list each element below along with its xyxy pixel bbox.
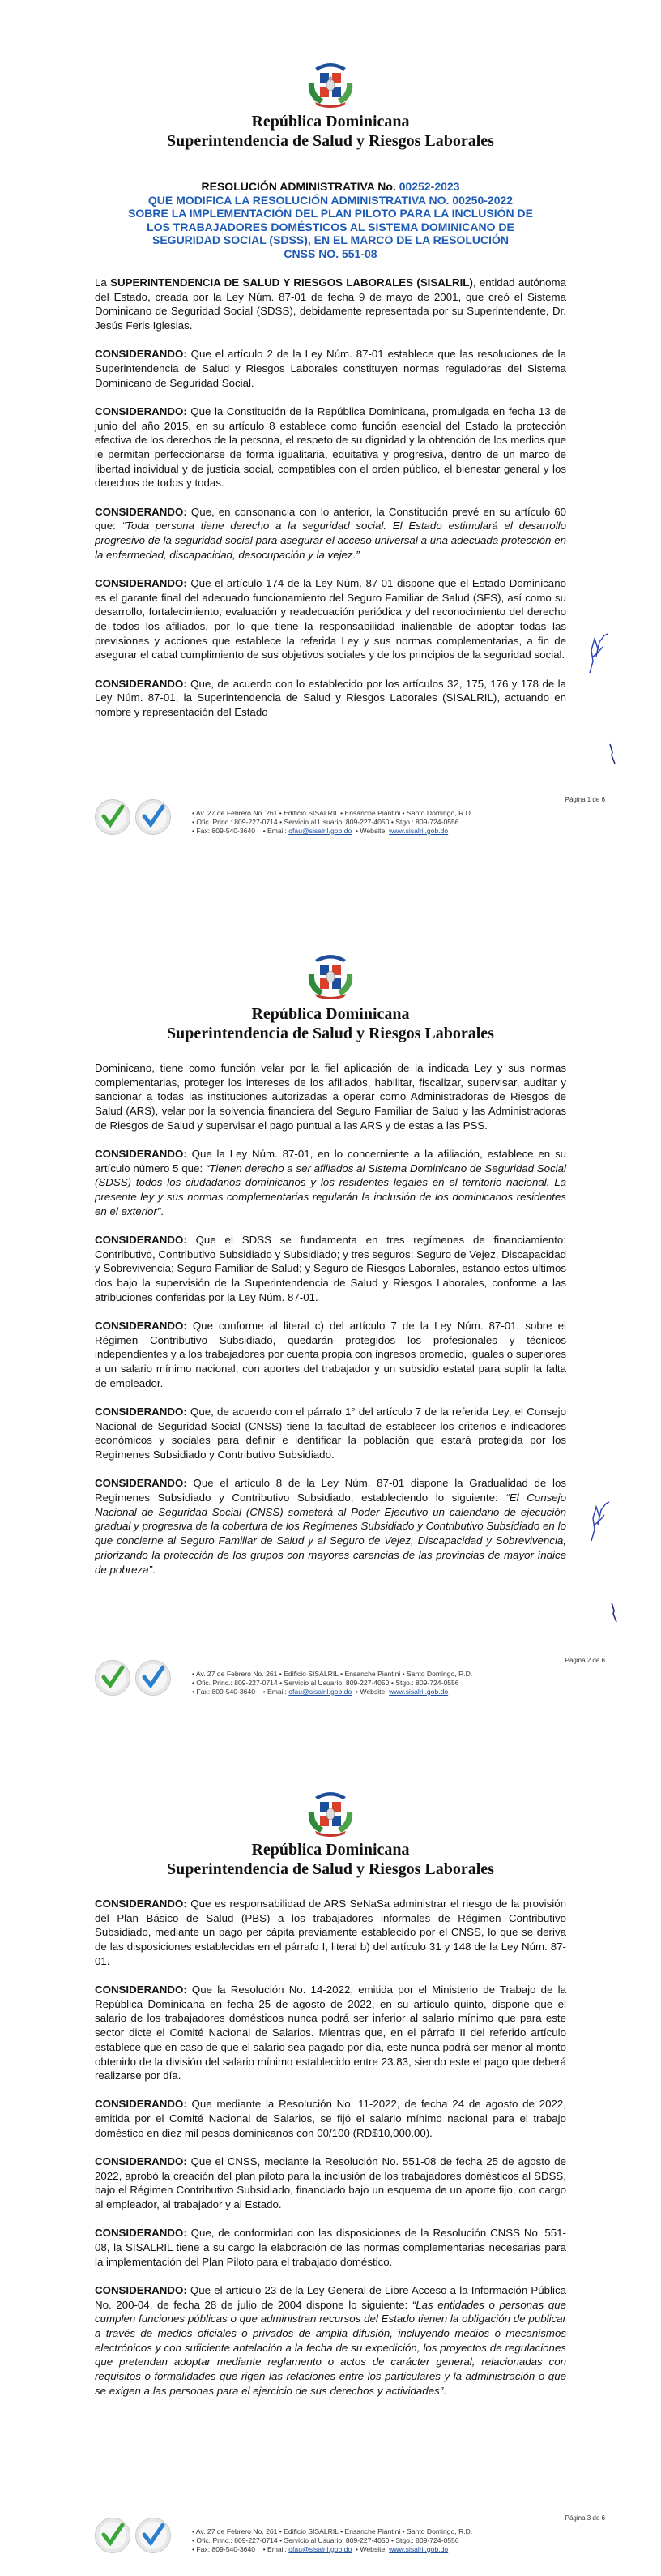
country-name: República Dominicana bbox=[251, 1841, 410, 1859]
page-body bbox=[95, 1897, 566, 2412]
iso-9001-seal bbox=[95, 1660, 130, 1696]
page-3 bbox=[0, 1717, 661, 2576]
paragraph-text: Que, de acuerdo con lo establecido por los artículos 32, 175, 176 y 178 de la Ley Núm. 87-01, la Superintendencia de Salud y Riesgos Laborales (SISALRIL), actuando en nombre y representación del Estado bbox=[95, 677, 566, 719]
considerando-paragraph bbox=[95, 2226, 566, 2269]
paragraph-bold: CONSIDERANDO: bbox=[95, 1320, 187, 1333]
paragraph-text: , entidad autónoma del Estado, creada por la Ley Núm. 87-01 de fecha 9 de mayo de 2001, que creó el Sistema Dominicano de Seguridad Social (SDSS), debidamente representada por su Superintendente, Dr. Jesús Feris Iglesias. bbox=[95, 276, 566, 332]
paragraph-text: Que el artículo 8 de la Ley Núm. 87-01 dispone la Gradualidad de los Regímenes Subsidiado y Contributivo Subsidiado, estableciendo lo siguiente: bbox=[95, 1477, 566, 1504]
paragraph-quote: “El Consejo Nacional de Seguridad Social (CNSS) someterá al Poder Ejecutivo un calendario de ejecución gradual y progresiva de la cobertura de los Regímenes Subsidiado y Contributivo Subsidiado en lo que concierne al Seguro Familiar de Salud y al Seguro de Vejez, Discapacidad y Sobrevivencia, priorizando la protección de los grupos con mayores carencias de las provincias de mayor índice de pobreza” bbox=[95, 1491, 566, 1576]
paragraph-bold: CONSIDERANDO: bbox=[95, 1234, 187, 1247]
website-link[interactable]: www.sisalril.gob.do bbox=[389, 1688, 449, 1696]
coat-of-arms-icon bbox=[305, 1787, 356, 1838]
paragraph-text: Que el artículo 23 de la Ley General de Libre Acceso a la Información Pública No. 200-04, de fecha 28 de julio de 2004 dispone lo siguiente: bbox=[95, 2283, 566, 2311]
page-footer bbox=[95, 1657, 605, 1707]
letterhead bbox=[0, 1004, 661, 1044]
page-body bbox=[95, 276, 566, 734]
considerando-paragraph bbox=[95, 677, 566, 720]
footer-address: • Av. 27 de Febrero No. 261 • Edificio SISALRIL • Ensanche Piantini • Santo Domingo, R.D. bbox=[192, 809, 473, 817]
considerando-paragraph bbox=[95, 2283, 566, 2398]
footer-fax: • Fax: 809-540-3640 bbox=[192, 1688, 256, 1696]
email-label: • Email: bbox=[262, 2545, 287, 2553]
resolution-label: RESOLUCIÓN ADMINISTRATIVA No. bbox=[201, 180, 396, 193]
contact-info bbox=[192, 2527, 472, 2554]
considerando-paragraph bbox=[95, 347, 566, 390]
iso-27001-seal bbox=[135, 1660, 171, 1696]
paragraph-quote: “Las entidades o personas que cumplen funciones públicas o que administran recursos del Estado tienen la obligación de publicar a través de medios oficiales o privados de amplia difusión, incluyendo medios o mecanismos electrónicos y con suficiente antelación a la fecha de su expedición, los proyectos de regulaciones que pretendan adoptar mediante reglamento o actos de carácter general, relacionadas con requisitos o formalidades que rigen las relaciones entre los particulares y la administración o que se exigen a las personas para el ejercicio de sus derechos y actividades” bbox=[95, 2298, 566, 2397]
considerando-paragraph bbox=[95, 505, 566, 563]
paragraph-bold: CONSIDERANDO: bbox=[95, 348, 187, 361]
paragraph-bold: CONSIDERANDO: bbox=[95, 2283, 187, 2296]
website-link[interactable]: www.sisalril.gob.do bbox=[389, 827, 449, 835]
paragraph-bold: CONSIDERANDO: bbox=[95, 1477, 187, 1490]
country-name: República Dominicana bbox=[251, 1005, 410, 1023]
paragraph-bold: CONSIDERANDO: bbox=[95, 2155, 187, 2168]
paragraph-text: Que el SDSS se fundamenta en tres regímenes de financiamiento: Contributivo, Contributivo Subsidiado y Subsidiado; y tres seguros: Seguro de Vejez, Discapacidad y Sobrevivencia; Seguro Familiar de Salud; y Seguro de Riesgos Laborales, estando estos últimos dos bajo la supervisión de la Superintendencia de Salud y Riesgos Laborales, conforme a las atribuciones conferidas por la Ley Núm. 87-01. bbox=[95, 1234, 566, 1303]
country-name: República Dominicana bbox=[251, 113, 410, 131]
paragraph-text: Que, de conformidad con las disposiciones de la Resolución CNSS No. 551-08, la SISALRIL tiene a su cargo la elaboración de las normas complementarias necesarias para la implementación del Plan Piloto para el trabajado doméstico. bbox=[95, 2227, 566, 2268]
paragraph-bold: CONSIDERANDO: bbox=[95, 1898, 187, 1910]
paragraph-lead: La bbox=[95, 276, 111, 289]
letterhead bbox=[0, 1840, 661, 1880]
paragraph-bold: CONSIDERANDO: bbox=[95, 505, 187, 518]
paragraph-text: Que la Ley Núm. 87-01, en lo concerniente a la afiliación, establece en su artículo número 5 que: bbox=[95, 1148, 566, 1175]
page-number: Página 1 de 6 bbox=[565, 796, 605, 803]
paragraph-bold: CONSIDERANDO: bbox=[95, 2098, 187, 2111]
green-checkmark-icon bbox=[100, 1664, 126, 1690]
paragraph-quote: “Tienen derecho a ser afiliados al Sistema Dominicano de Seguridad Social (SDSS) todos los ciudadanos dominicanos y los residentes legales en el territorio nacional. La presente ley y sus normas complementarias regularán la inclusión de los dominicanos residentes en el exterior” bbox=[95, 1162, 566, 1217]
initials-mark bbox=[608, 742, 617, 765]
website-link[interactable]: www.sisalril.gob.do bbox=[389, 2545, 449, 2553]
footer-address: • Av. 27 de Febrero No. 261 • Edificio SISALRIL • Ensanche Piantini • Santo Domingo, R.D. bbox=[192, 2527, 473, 2535]
coat-of-arms-icon bbox=[305, 58, 356, 109]
considerando-paragraph bbox=[95, 1147, 566, 1219]
website-label: • Website: bbox=[356, 2545, 387, 2553]
paragraph-text: Que el artículo 174 de la Ley Núm. 87-01 dispone que el Estado Dominicano es el garante final del adecuado funcionamiento del Seguro Familiar de Salud (SFS), así como su desarrollo, fortalecimiento, evaluación y readecuación periódica y del reconocimiento del derecho de todos los afiliados, por lo que tiene la responsabilidad inalienable de adoptar todas las previsiones y acciones que establece la referida Ley y sus normas complementarias, a fin de asegurar el cabal cumplimiento de sus objetivos sociales y de los principios de la seguridad social. bbox=[95, 576, 566, 661]
contact-info bbox=[192, 1670, 472, 1697]
paragraph-bold: CONSIDERANDO: bbox=[95, 1148, 187, 1161]
considerando-paragraph bbox=[95, 2097, 566, 2140]
considerando-paragraph bbox=[95, 1233, 566, 1305]
email-link[interactable]: ofau@sisalril.gob.do bbox=[288, 1688, 352, 1696]
considerando-paragraph bbox=[95, 404, 566, 490]
paragraph-text: Dominicano, tiene como función velar por la fiel aplicación de la indicada Ley y sus normas complementarias, proteger los intereses de los afiliados, habilitar, fiscalizar, supervisar, auditar y sancionar a todas las instituciones autorizadas a operar como Administradoras de Riesgos de Salud (ARS), velar por la solvencia financiera del Seguro Familiar de Salud y las Administradoras de Riesgos de Salud y supervisar el pago puntual a las ARS y de estas a las PSS. bbox=[95, 1062, 566, 1132]
website-label: • Website: bbox=[356, 1688, 387, 1696]
coat-of-arms-icon bbox=[305, 950, 356, 1000]
iso-27001-seal bbox=[135, 2518, 171, 2553]
footer-fax: • Fax: 809-540-3640 bbox=[192, 2545, 256, 2553]
page-2 bbox=[0, 858, 661, 1717]
paragraph-text: Que, de acuerdo con el párrafo 1° del artículo 7 de la referida Ley, el Consejo Nacional de Seguridad Social (CNSS) tiene la facultad de establecer los criterios e indicadores económicos y sociales para definir e identificar la población que estará protegida por los Regímenes Subsidiado y Contributivo Subsidiado. bbox=[95, 1406, 566, 1461]
paragraph-bold: CONSIDERANDO: bbox=[95, 1406, 187, 1419]
page-number: Página 3 de 6 bbox=[565, 2514, 605, 2522]
considerando-paragraph bbox=[95, 1405, 566, 1462]
blue-checkmark-icon bbox=[140, 2522, 166, 2548]
considerando-paragraph bbox=[95, 1476, 566, 1577]
considerando-paragraph bbox=[95, 1061, 566, 1133]
paragraph-tail: . bbox=[151, 1563, 156, 1576]
resolution-number: 00252-2023 bbox=[399, 180, 460, 193]
page-footer bbox=[95, 2514, 605, 2565]
paragraph-bold: CONSIDERANDO: bbox=[95, 1983, 187, 1996]
institution-name: Superintendencia de Salud y Riesgos Laborales bbox=[167, 1860, 494, 1878]
considerando-paragraph bbox=[95, 1983, 566, 2083]
email-link[interactable]: ofau@sisalril.gob.do bbox=[288, 827, 352, 835]
considerando-paragraph bbox=[95, 1897, 566, 1969]
page-1 bbox=[0, 0, 661, 858]
paragraph-bold: CONSIDERANDO: bbox=[95, 404, 187, 417]
considerando-paragraph bbox=[95, 2155, 566, 2212]
paragraph-text: Que el CNSS, mediante la Resolución No. 551-08 de fecha 25 de agosto de 2022, aprobó la creación del plan piloto para la inclusión de los trabajadores domésticos al SDSS, bajo el Régimen Contributivo Subsidiado, financiado bajo un esquema de un aporte fijo, con cargo al empleador, al trabajador y al Estado. bbox=[95, 2155, 566, 2211]
resolution-subtitle-line: SOBRE LA IMPLEMENTACIÓN DEL PLAN PILOTO PARA LA INCLUSIÓN DE bbox=[128, 207, 533, 220]
page-number: Página 2 de 6 bbox=[565, 1657, 605, 1664]
paragraph-quote: “Toda persona tiene derecho a la seguridad social. El Estado estimulará el desarrollo progresivo de la seguridad social para asegurar el acceso universal a una adecuada protección en la enfermedad, discapacidad, desocupación y la vejez.” bbox=[95, 520, 566, 561]
considerando-paragraph bbox=[95, 1319, 566, 1391]
paragraph-bold: CONSIDERANDO: bbox=[95, 677, 187, 690]
iso-9001-seal bbox=[95, 799, 130, 835]
email-label: • Email: bbox=[262, 827, 287, 835]
paragraph-bold: SUPERINTENDENCIA DE SALUD Y RIESGOS LABORALES (SISALRIL) bbox=[110, 276, 473, 289]
page-body bbox=[95, 1061, 566, 1591]
resolution-subtitle-line: LOS TRABAJADORES DOMÉSTICOS AL SISTEMA DOMINICANO DE bbox=[147, 220, 514, 233]
paragraph-text: Que, en consonancia con lo anterior, la Constitución prevé en su artículo 60 que: bbox=[95, 505, 566, 533]
paragraph-text: Que es responsabilidad de ARS SeNaSa administrar el riesgo de la provisión del Plan Básico de Salud (PBS) a los trabajadores informales de Régimen Contributivo Subsidiado, mediante un pago per cápita previamente establecido por el CNSS, lo que se deriva de las disposiciones establecidas en el párrafo I, literal b) del artículo 31 y 148 de la Ley Núm. 87-01. bbox=[95, 1898, 566, 1967]
paragraph-tail: . bbox=[443, 2384, 446, 2397]
email-link[interactable]: ofau@sisalril.gob.do bbox=[288, 2545, 352, 2553]
blue-checkmark-icon bbox=[140, 1664, 166, 1690]
green-checkmark-icon bbox=[100, 2522, 126, 2548]
paragraph-text: Que mediante la Resolución No. 11-2022, de fecha 24 de agosto de 2022, emitida por el Comité Nacional de Salarios, se fijó el salario mínimo nacional para el trabajo doméstico en diez mil pesos dominicanos con 00/100 (RD$10,000.00). bbox=[95, 2098, 566, 2139]
institution-name: Superintendencia de Salud y Riesgos Laborales bbox=[167, 132, 494, 150]
institution-name: Superintendencia de Salud y Riesgos Laborales bbox=[167, 1025, 494, 1042]
letterhead bbox=[0, 112, 661, 152]
footer-address: • Av. 27 de Febrero No. 261 • Edificio SISALRIL • Ensanche Piantini • Santo Domingo, R.D. bbox=[192, 1670, 473, 1678]
footer-phones: • Ofic. Princ.: 809-227-0714 • Servicio al Usuario: 809-227-4050 • Stgo.: 809-724-0556 bbox=[192, 2536, 459, 2544]
footer-fax: • Fax: 809-540-3640 bbox=[192, 827, 256, 835]
paragraph-text: Que la Constitución de la República Dominicana, promulgada en fecha 13 de junio del año 2015, en su artículo 8 establece como función esencial del Estado la protección efectiva de los derechos de la persona, el respeto de su dignidad y la obtención de los medios que le permitan perfeccionarse de forma igualitaria, equitativa y progresiva, dentro de un marco de libertad individual y de justicia social, compatibles con el orden público, el bienestar general y los derechos de todos y todas. bbox=[95, 404, 566, 490]
resolution-subtitle-line: SEGURIDAD SOCIAL (SDSS), EN EL MARCO DE LA RESOLUCIÓN bbox=[152, 233, 509, 246]
initials-mark bbox=[609, 1601, 619, 1624]
paragraph-bold: CONSIDERANDO: bbox=[95, 2227, 187, 2240]
iso-27001-seal bbox=[135, 799, 171, 835]
paragraph-text: Que el artículo 2 de la Ley Núm. 87-01 establece que las resoluciones de la Superintendencia de Salud y Riesgos Laborales constituyen normas reguladoras del Sistema Dominicano de Seguridad Social. bbox=[95, 348, 566, 389]
paragraph-text: Que conforme al literal c) del artículo 7 de la Ley Núm. 87-01, sobre el Régimen Contributivo Subsidiado, quedarán protegidos los profesionales y técnicos independientes y a los trabajadores por cuenta propia con ingresos promedio, iguales o superiores a un salario mínimo nacional, con aportes del trabajador y un subsidio estatal para suplir la falta de empleador. bbox=[95, 1320, 566, 1389]
considerando-paragraph bbox=[95, 576, 566, 662]
green-checkmark-icon bbox=[100, 803, 126, 829]
contact-info bbox=[192, 809, 472, 836]
signature-mark bbox=[585, 1500, 617, 1546]
resolution-title bbox=[105, 180, 556, 260]
footer-phones: • Ofic. Princ.: 809-227-0714 • Servicio al Usuario: 809-227-4050 • Stgo.: 809-724-0556 bbox=[192, 1679, 459, 1687]
page-footer bbox=[95, 796, 605, 846]
blue-checkmark-icon bbox=[140, 803, 166, 829]
website-label: • Website: bbox=[356, 827, 387, 835]
considerando-paragraph bbox=[95, 276, 566, 333]
footer-phones: • Ofic. Princ.: 809-227-0714 • Servicio al Usuario: 809-227-4050 • Stgo.: 809-724-0556 bbox=[192, 818, 459, 826]
resolution-subtitle-line: QUE MODIFICA LA RESOLUCIÓN ADMINISTRATIVA NO. 00250-2022 bbox=[147, 193, 514, 207]
paragraph-bold: CONSIDERANDO: bbox=[95, 576, 187, 589]
email-label: • Email: bbox=[262, 1688, 287, 1696]
signature-mark bbox=[583, 632, 616, 678]
iso-9001-seal bbox=[95, 2518, 130, 2553]
paragraph-tail: . bbox=[160, 1205, 164, 1217]
paragraph-text: Que la Resolución No. 14-2022, emitida por el Ministerio de Trabajo de la República Dominicana en fecha 25 de agosto de 2022, en su artículo quinto, dispone que el salario de los trabajadores domésticos nunca podrá ser inferior al salario mínimo que para este sector dicte el Comité Nacional de Salarios. Mientras que, en el párrafo II del referido artículo establece que en caso de que el salario sea pagado por día, este nunca podrá ser menor al monto obtenido de la división del salario mínimo establecido entre 23.83, siendo este el pago que deberá realizarse por día. bbox=[95, 1983, 566, 2082]
resolution-subtitle-line: CNSS NO. 551-08 bbox=[284, 246, 377, 260]
